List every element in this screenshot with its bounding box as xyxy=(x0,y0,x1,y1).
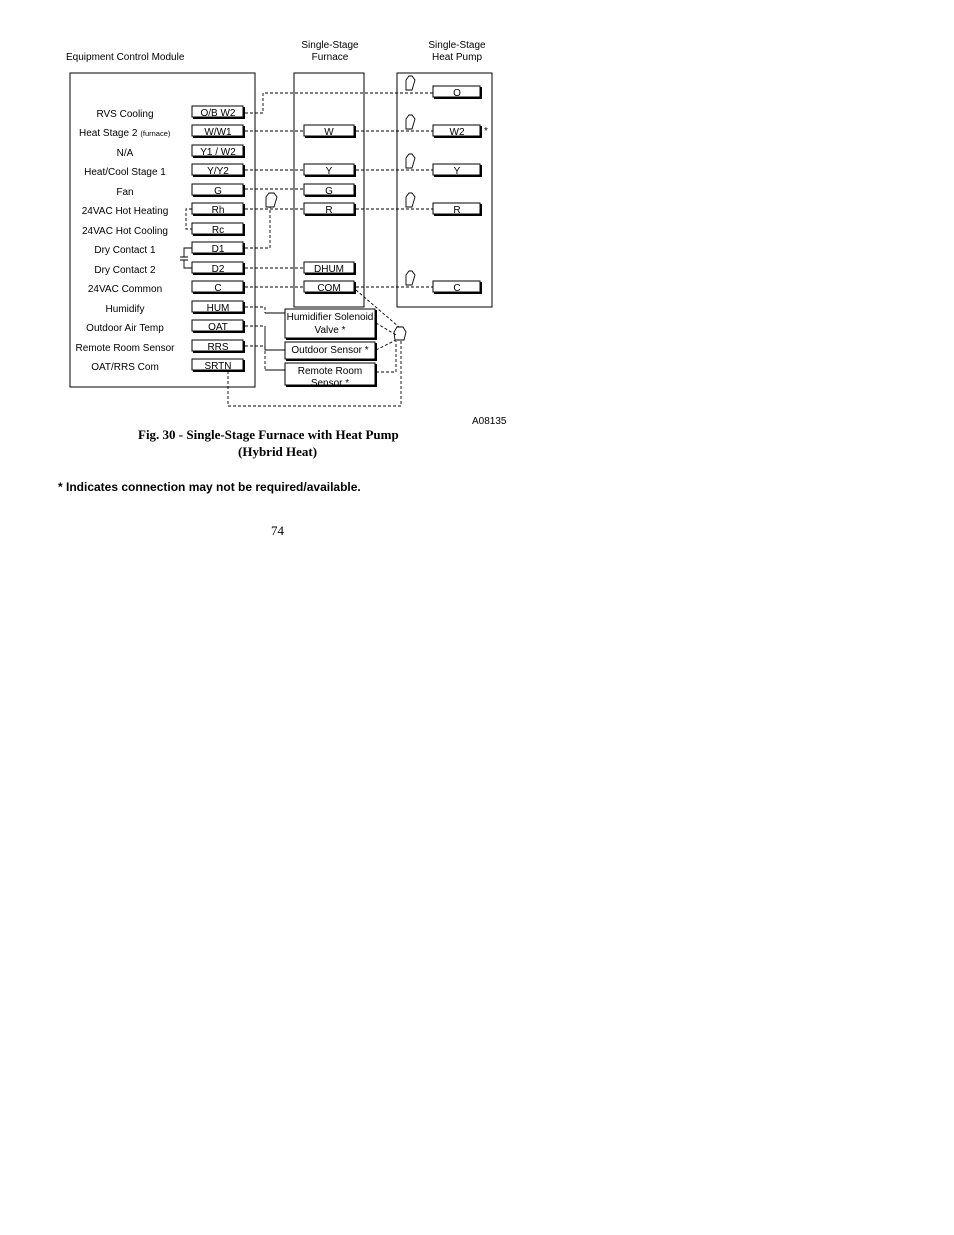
ecm-terminal-rrs-label: RRS xyxy=(207,342,229,353)
heatpump-terminal-c-label: C xyxy=(453,283,461,294)
ecm-terminal-y-y2 xyxy=(192,164,245,177)
ecm-terminal-oat xyxy=(192,320,245,333)
heatpump-header-line1: Single-Stage xyxy=(428,40,486,51)
ecm-terminal-rh-label: Rh xyxy=(211,205,225,216)
ecm-label-heat-cool-stage-1: Heat/Cool Stage 1 xyxy=(84,167,166,178)
remote-sensor-label-line2: Sensor * xyxy=(310,378,350,389)
furnace-terminal-com xyxy=(304,281,356,294)
ecm-label-heat-stage-2 xyxy=(79,128,171,139)
ecm-terminals xyxy=(192,106,245,372)
outdoor-sensor-label: Outdoor Sensor * xyxy=(291,345,369,356)
heatpump-panel xyxy=(397,73,492,307)
remote-sensor-label-line1: Remote Room xyxy=(297,366,363,377)
ecm-terminal-srtn xyxy=(192,359,245,372)
ecm-label-dry-contact-1: Dry Contact 1 xyxy=(94,245,156,256)
ecm-terminal-y1-w2 xyxy=(192,145,245,158)
wire-nut-icon-y xyxy=(406,154,415,168)
heatpump-terminals xyxy=(433,86,488,294)
ecm-label-24vac-hot-cooling: 24VAC Hot Cooling xyxy=(82,226,168,237)
page-number: 74 xyxy=(271,523,284,538)
ecm-label-dry-contact-2: Dry Contact 2 xyxy=(94,265,156,276)
heatpump-terminal-o-label: O xyxy=(453,88,461,99)
ecm-label-24vac-hot-heating: 24VAC Hot Heating xyxy=(81,206,169,217)
ecm-header: Equipment Control Module xyxy=(66,52,185,63)
ecm-terminal-c-label: C xyxy=(214,283,222,294)
ecm-label-heat-stage-2-note: (furnace) xyxy=(140,129,171,138)
wire-nut-icon-rh-rc xyxy=(266,193,277,207)
ecm-terminal-rrs xyxy=(192,340,245,353)
figure-caption xyxy=(138,426,428,460)
humidifier-solenoid-valve xyxy=(285,309,377,340)
furnace-terminal-com-label: COM xyxy=(317,283,341,294)
ecm-terminal-d2-label: D2 xyxy=(211,264,225,275)
furnace-terminal-r xyxy=(304,203,356,216)
wire-nut-icon-o xyxy=(406,76,415,90)
furnace-header-line1: Single-Stage xyxy=(301,40,359,51)
furnace-terminals xyxy=(304,125,356,294)
furnace-terminal-y-label: Y xyxy=(325,166,333,177)
ecm-labels xyxy=(76,109,176,373)
heatpump-w2-asterisk: * xyxy=(484,126,488,137)
asterisk-note: * Indicates connection may not be required/available. xyxy=(58,480,361,494)
furnace-terminal-g xyxy=(304,184,356,197)
ecm-terminal-hum xyxy=(192,301,245,314)
ecm-label-oat-rrs-com: OAT/RRS Com xyxy=(91,362,159,373)
furnace-terminal-r-label: R xyxy=(325,205,333,216)
ecm-terminal-y1-w2-label: Y1 / W2 xyxy=(200,147,236,158)
heatpump-terminal-y xyxy=(433,164,482,177)
heatpump-terminal-w2 xyxy=(433,125,482,138)
figure-id: A08135 xyxy=(472,416,507,427)
wire-remote-sensor-to-junction xyxy=(376,341,396,372)
caption-line2: (Hybrid Heat) xyxy=(238,444,318,459)
ecm-terminal-ob-w2 xyxy=(192,106,245,119)
wire-nut-icon-r xyxy=(406,193,415,207)
ecm-label-heat-stage-2-text: Heat Stage 2 xyxy=(79,128,138,139)
furnace-terminal-dhum xyxy=(304,262,356,275)
wiring-diagram xyxy=(0,0,954,470)
ecm-terminal-hum-label: HUM xyxy=(206,303,230,314)
ecm-label-remote-room-sensor: Remote Room Sensor xyxy=(75,343,175,354)
remote-room-sensor xyxy=(285,363,377,389)
wire-humidifier-to-junction xyxy=(376,323,396,335)
ecm-label-rvs-cooling: RVS Cooling xyxy=(96,109,154,120)
heatpump-terminal-r xyxy=(433,203,482,216)
humidifier-label-line2: Valve * xyxy=(314,325,346,336)
ecm-terminal-g xyxy=(192,184,245,197)
heatpump-terminal-y-label: Y xyxy=(453,166,461,177)
ecm-terminal-oat-label: OAT xyxy=(208,322,228,333)
ecm-label-24vac-common: 24VAC Common xyxy=(87,284,163,295)
ecm-label-outdoor-air-temp: Outdoor Air Temp xyxy=(86,323,164,334)
ecm-label-humidify: Humidify xyxy=(105,304,145,315)
ecm-terminal-c xyxy=(192,281,245,294)
ecm-terminal-srtn-label: SRTN xyxy=(204,361,232,372)
ecm-label-fan: Fan xyxy=(116,187,134,198)
heatpump-terminal-c xyxy=(433,281,482,294)
furnace-terminal-dhum-label: DHUM xyxy=(314,264,344,275)
caption-line1: Fig. 30 - Single-Stage Furnace with Heat Pump xyxy=(138,427,399,442)
ecm-terminal-w-w1 xyxy=(192,125,245,138)
wire-outdoor-sensor-to-junction xyxy=(376,340,396,350)
furnace-terminal-w-label: W xyxy=(324,127,334,138)
wire-nut-icon-c xyxy=(406,271,415,285)
ecm-terminal-rc xyxy=(192,223,245,236)
ecm-terminal-y-y2-label: Y/Y2 xyxy=(207,166,229,177)
ecm-terminal-d1 xyxy=(192,242,245,255)
wire-rh-rc-jumper-left xyxy=(186,209,192,229)
heatpump-header-line2: Heat Pump xyxy=(431,52,483,63)
ecm-terminal-d2 xyxy=(192,262,245,275)
heatpump-terminal-o xyxy=(433,86,482,99)
wire-nut-icon-sensors xyxy=(394,327,406,340)
heatpump-terminal-r-label: R xyxy=(453,205,461,216)
furnace-header-line2: Furnace xyxy=(311,52,349,63)
furnace-terminal-g-label: G xyxy=(325,186,333,197)
wire-nut-icon-w2 xyxy=(406,115,415,129)
lead-outdoor-sensor xyxy=(265,326,285,350)
wire-rc-jumper xyxy=(245,207,270,248)
ecm-terminal-ob-w2-label: O/B W2 xyxy=(200,108,236,119)
ecm-terminal-rh xyxy=(192,203,245,216)
humidifier-label-line1: Humidifier Solenoid xyxy=(286,312,374,323)
heatpump-terminal-w2-label: W2 xyxy=(449,127,465,138)
ecm-terminal-g-label: G xyxy=(214,186,222,197)
dry-contact-icon xyxy=(180,248,192,268)
furnace-terminal-y xyxy=(304,164,356,177)
ecm-terminal-d1-label: D1 xyxy=(211,244,225,255)
wire-ob-o xyxy=(245,93,433,113)
ecm-label-na: N/A xyxy=(116,148,134,159)
ecm-terminal-w-w1-label: W/W1 xyxy=(204,127,232,138)
ecm-terminal-rc-label: Rc xyxy=(211,225,225,236)
furnace-terminal-w xyxy=(304,125,356,138)
outdoor-sensor xyxy=(285,342,377,361)
